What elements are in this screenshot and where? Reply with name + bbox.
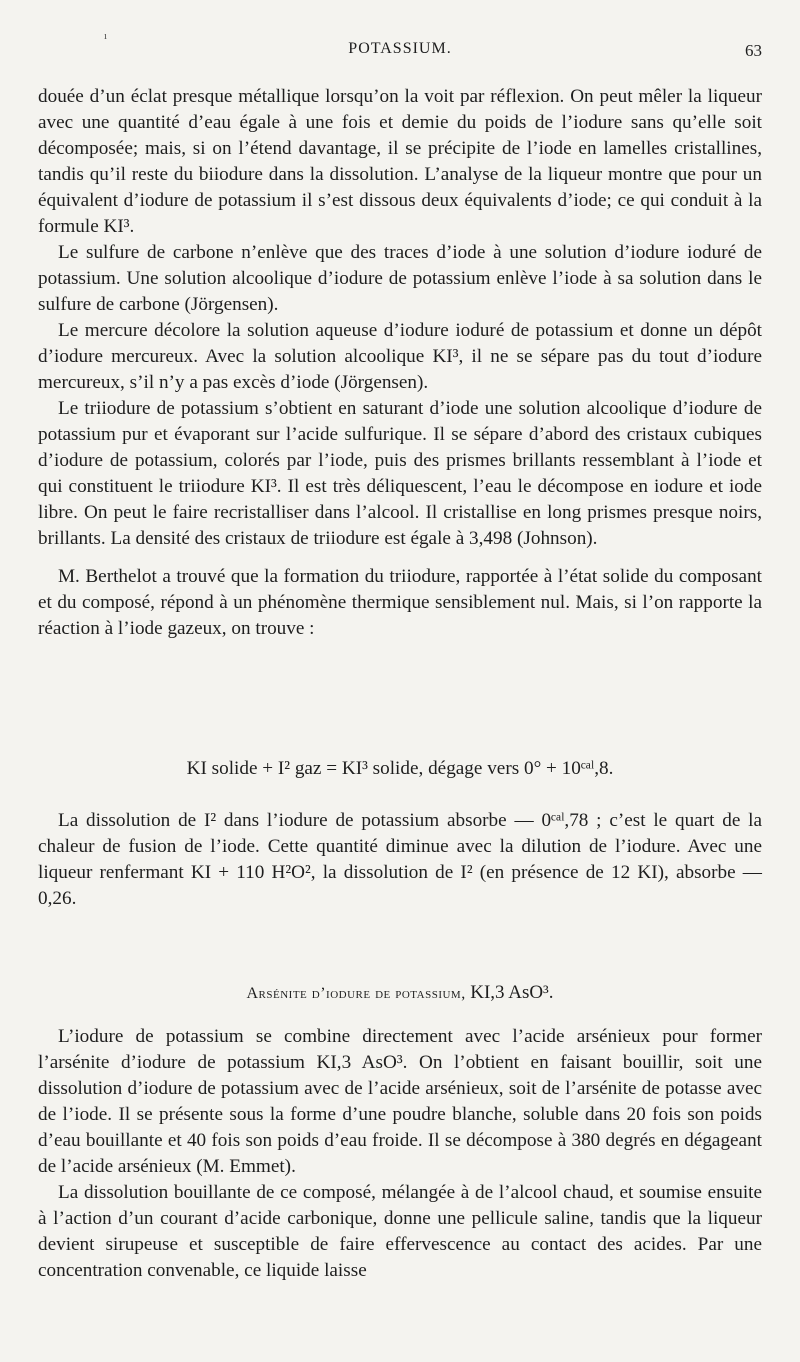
text-block-bottom: [38, 1024, 762, 1284]
printer-mark: ı: [104, 30, 108, 42]
running-title: POTASSIUM.: [348, 40, 452, 57]
paragraph-mercury: Le mercure décolore la solution aqueuse d’iodure ioduré de potassium et donne un dépôt d’iodure mercureux. Avec la solution alcoolique KI³, il ne se sépare pas du tout d’iodure mercureux, s’il n’y a pas excès d’iode (Jörgensen).: [38, 320, 762, 393]
section-heading-formula: KI,3 AsO³.: [470, 982, 554, 1003]
running-header: [38, 40, 762, 68]
text-block-top: [38, 84, 762, 642]
paragraph-arsenite-preparation: L’iodure de potassium se combine directement avec l’acide arsénieux pour former l’arsénite d’iodure de potassium KI,3 AsO³. On l’obtient en faisant bouillir, soit une dissolution d’iodure de potassium avec de l’acide arsénieux, soit de l’arsénite de potasse avec de l’iode. Il se présente sous la forme d’une poudre blanche, soluble dans 20 fois son poids d’eau bouillante et 40 fois son poids d’eau froide. Il se décompose à 380 degrés en dégageant de l’acide arsénieux (M. Emmet).: [38, 1026, 762, 1177]
page-number: 63: [745, 41, 762, 60]
section-heading-label: Arsénite d’iodure de potassium,: [246, 985, 466, 1002]
text-block-middle: [38, 808, 762, 912]
paragraph-arsenite-solution: La dissolution bouillante de ce composé, mélangée à de l’alcool chaud, et soumise ensuite à l’action d’un courant d’acide carbonique, donne une pellicule saline, tandis que la liqueur devient sirupeuse et susceptible de faire effervescence au contact des acides. Par une concentration convenable, ce liquide laisse: [38, 1182, 762, 1281]
paragraph-triiodide: Le triiodure de potassium s’obtient en saturant d’iode une solution alcoolique d’iodure de potassium pur et évaporant sur l’acide sulfurique. Il se sépare d’abord des cristaux cubiques d’iodure de potassium, colorés par l’iode, puis des prismes brillants ressemblant à l’iode et qui constituent le triiodure KI³. Il est très déliquescent, l’eau le décompose en iodure et iode libre. On peut le faire recristalliser dans l’alcool. Il cristallise en long prismes presque noirs, brillants. La densité des cristaux de triiodure est égale à 3,498 (Johnson).: [38, 398, 762, 549]
section-heading: [38, 980, 762, 1007]
paragraph-iodine-dissolution: douée d’un éclat presque métallique lorsqu’on la voit par réflexion. On peut mêler la liqueur avec une quantité d’eau égale à une fois et demie du poids de l’iodure sans qu’elle soit décomposée; mais, si on l’étend davantage, il se précipite de l’iode en lamelles cristallines, tandis qu’il reste du biiodure dans la dissolution. L’analyse de la liqueur montre que pour un équivalent d’iodure de potassium il s’est dissous deux équivalents d’iode; ce qui conduit à la formule KI³.: [38, 86, 762, 237]
paragraph-berthelot: M. Berthelot a trouvé que la formation du triiodure, rapportée à l’état solide du composant et du composé, répond à un phénomène thermique sensiblement nul. Mais, si l’on rapporte la réaction à l’iode gazeux, on trouve :: [38, 566, 762, 639]
paragraph-carbon-sulfide: Le sulfure de carbone n’enlève que des traces d’iode à une solution d’iodure ioduré de potassium. Une solution alcoolique d’iodure de potassium enlève l’iode à sa solution dans le sulfure de carbone (Jörgensen).: [38, 242, 762, 315]
thermochemical-equation: KI solide + I² gaz = KI³ solide, dégage vers 0° + 10ᶜᵃˡ,8.: [186, 758, 614, 779]
paragraph-dissolution-heat: La dissolution de I² dans l’iodure de potassium absorbe — 0ᶜᵃˡ,78 ; c’est le quart de la chaleur de fusion de l’iode. Cette quantité diminue avec la dilution de l’iodure. Avec une liqueur renfermant KI + 110 H²O², la dissolution de I² (en présence de 12 KI), absorbe — 0,26.: [38, 810, 762, 909]
